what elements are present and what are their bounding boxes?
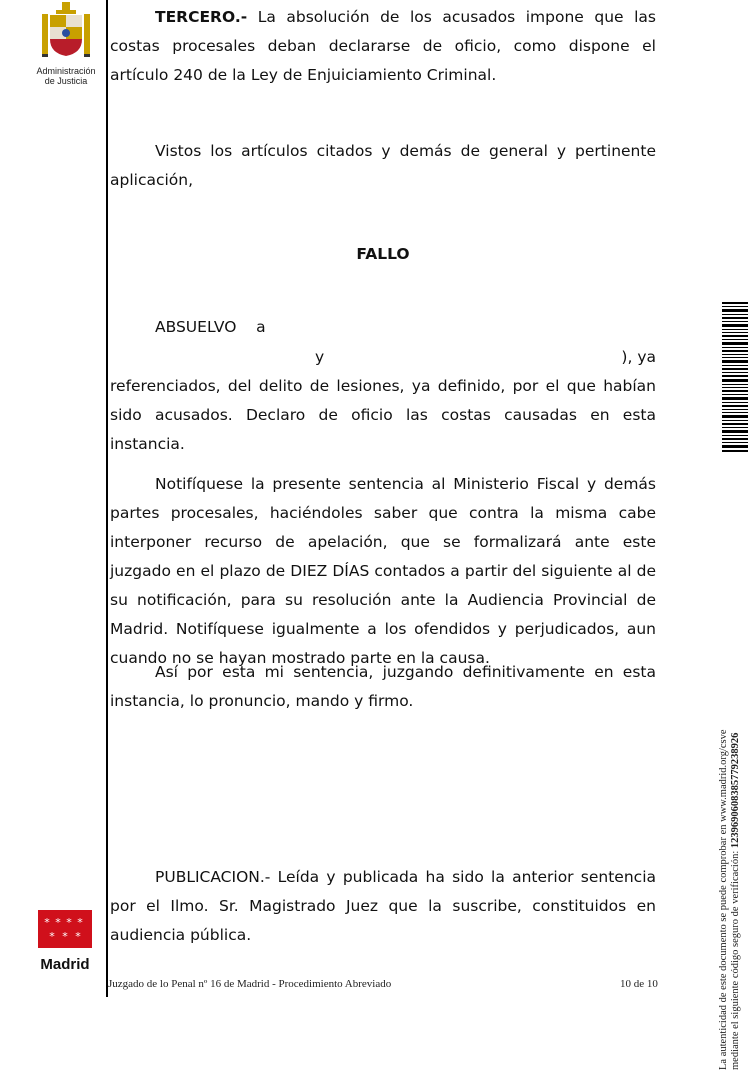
coat-of-arms-icon [38,0,94,60]
administracion-justicia-logo [34,0,98,86]
madrid-logo [38,910,92,973]
madrid-label: Madrid [40,956,90,973]
footer-court: Juzgado de lo Penal nº 16 de Madrid - Procedimiento Abreviado [108,978,392,990]
paragraph-notifiquese: Notifíquese la presente sentencia al Ministerio Fiscal y demás partes procesales, haciéndoles saber que contra la misma cabe interponer recurso de apelación, que se formalizará ante este juzgado en el plazo de DIEZ DÍAS contados a partir del siguiente al de su notificación, para su resolución ante la Audiencia Provincial de Madrid. Notifíquese igualmente a los ofendidos y perjudicados, aun cuando no se hayan mostrado parte en la causa. [110,475,656,667]
verification-text: La autenticidad de este documento se puede comprobar en www.madrid.org/csve mediante el siguiente código seguro de verificación: 1239690608385779238926 [718,729,741,1070]
paragraph-publicacion: PUBLICACION.- Leída y publicada ha sido la anterior sentencia por el Ilmo. Sr. Magistrado Juez que la suscribe, constituidos en audiencia pública. [110,868,656,944]
paragraph-tercero: TERCERO.- La absolución de los acusados impone que las costas procesales deban declararse de oficio, como dispone el artículo 240 de la Ley de Enjuiciamiento Criminal. [110,8,656,84]
svg-text:*: * [55,916,61,929]
paragraph-asi: Así por esta mi sentencia, juzgando definitivamente en esta instancia, lo pronuncio, mando y firmo. [110,663,656,710]
footer-page-number: 10 de 10 [620,978,658,990]
svg-text:*: * [44,916,50,929]
madrid-flag-icon [38,910,92,948]
svg-text:*: * [62,930,68,943]
svg-text:*: * [49,930,55,943]
svg-text:*: * [66,916,72,929]
redacted-names-line: y ), ya [315,348,656,366]
margin-rule [106,0,108,997]
paragraph-vistos: Vistos los artículos citados y demás de general y pertinente aplicación, [110,142,656,189]
barcode-icon [722,302,748,452]
svg-text:*: * [75,930,81,943]
svg-text:*: * [77,916,83,929]
verification-barcode [722,302,748,456]
paragraph-absuelvo-rest: referenciados, del delito de lesiones, ya definido, por el que habían sido acusados. Declaro de oficio las costas causadas en esta instancia. [110,377,656,453]
absuelvo-line: ABSUELVO a [155,318,266,336]
fallo-heading: FALLO [356,245,410,263]
verification-code: 1239690608385779238926 [730,732,741,849]
org-name: Administración de Justicia [36,66,96,86]
